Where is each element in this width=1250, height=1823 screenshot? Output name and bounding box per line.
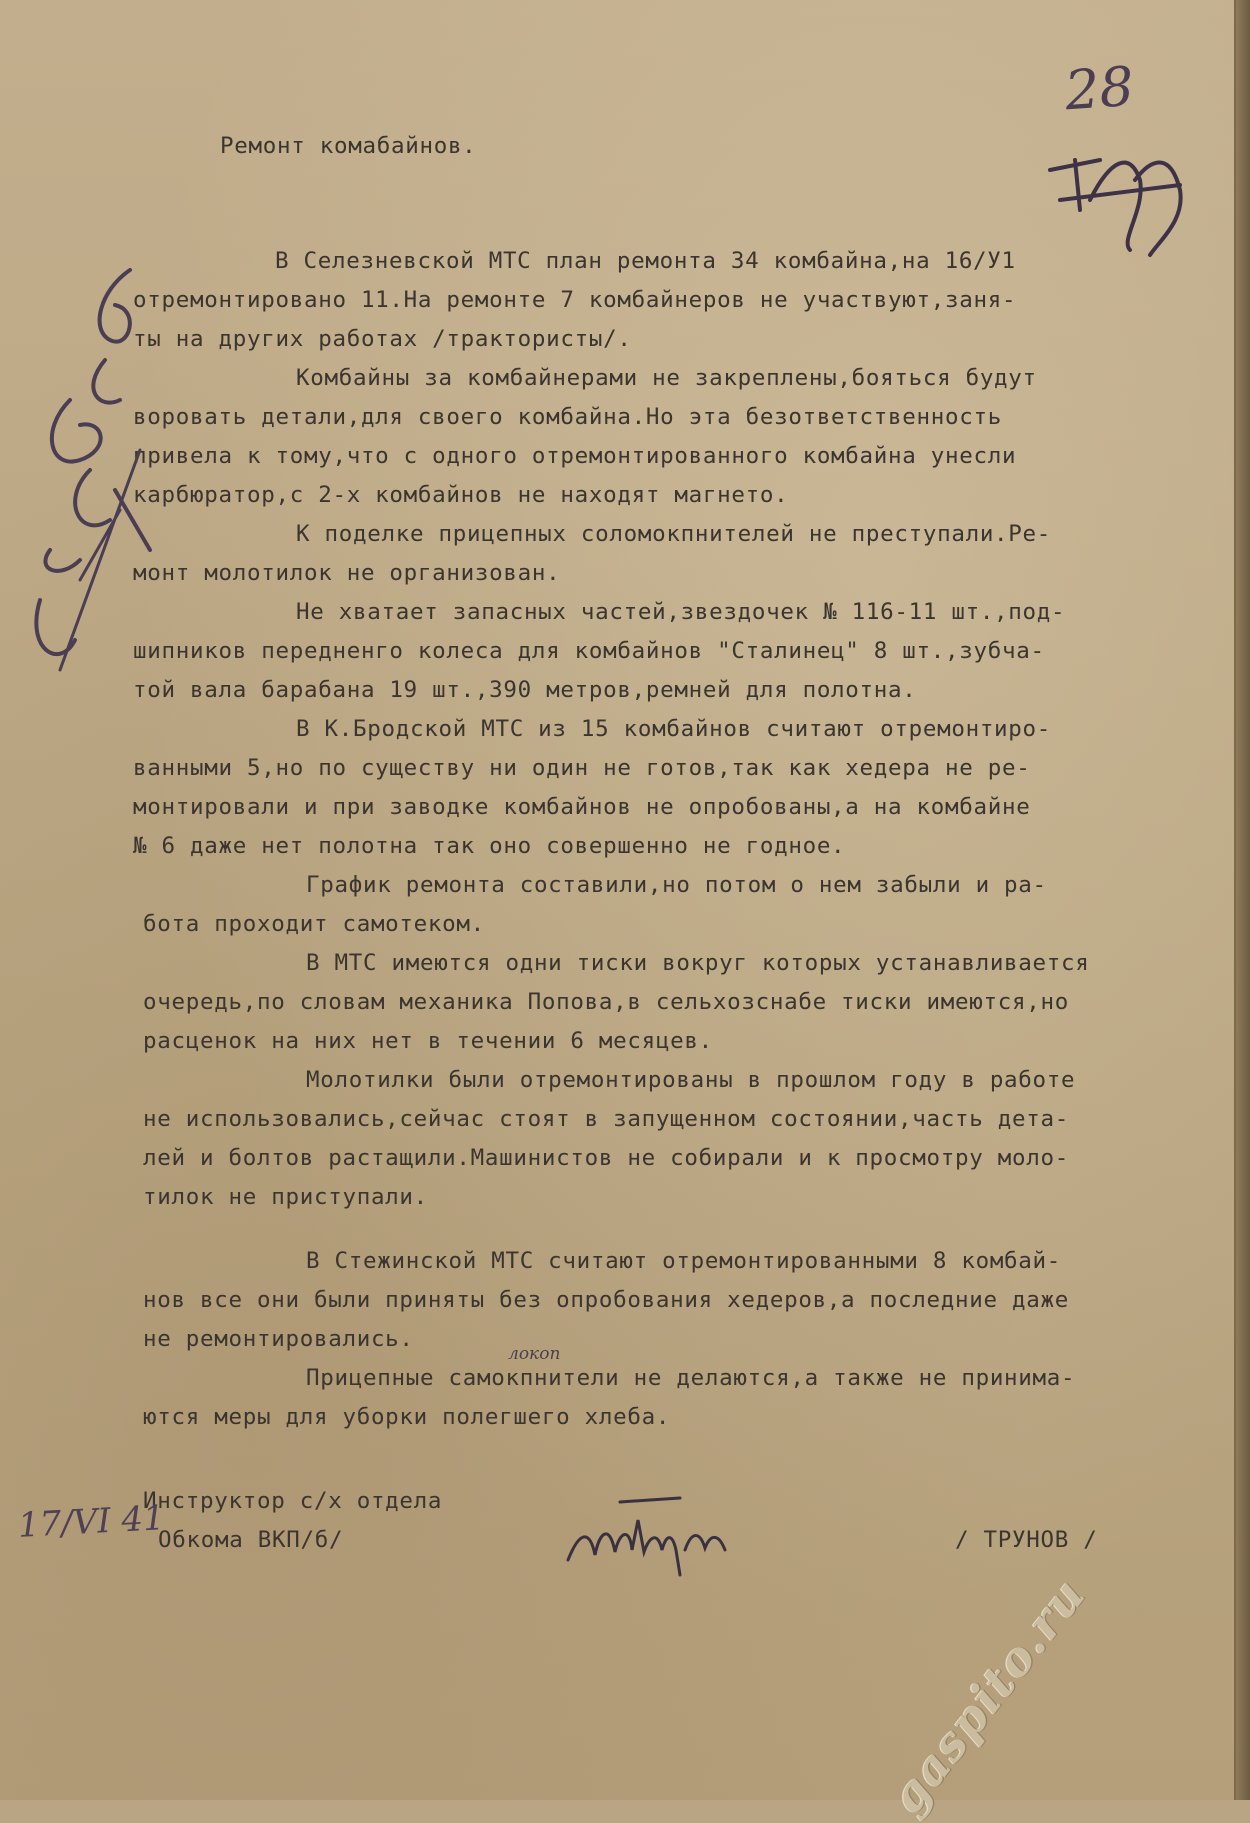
text-line-6: привела к тому,что с одного отремонтированного комбайна унесли [133,443,1017,469]
text-line-5: воровать детали,для своего комбайна.Но эта безответственность [133,404,1003,430]
text-line-7: карбюратор,с 2-х комбайнов не находят магнето. [133,482,789,508]
text-line-11: шипников передненго колеса для комбайнов "Сталинец" 8 шт.,зубча- [133,638,1045,664]
text-line-1: В Селезневской МТС план ремонта 34 комбайна,на 16/У1 [275,248,1016,274]
text-line-12: той вала барабана 19 шт.,390 метров,ремней для полотна. [133,677,917,703]
margin-handwriting [20,250,160,580]
text-line-16: № 6 даже нет полотна так оно совершенно не годное. [133,833,846,859]
text-line-27: нов все они были приняты без опробования хедеров,а последние даже [143,1287,1069,1313]
text-line-13: В К.Бродской МТС из 15 комбайнов считают отремонтиро- [296,716,1052,742]
signature-name: / ТРУНОВ / [955,1527,1098,1553]
text-line-24: лей и болтов растащили.Машинистов не собирали и к просмотру моло- [143,1145,1069,1171]
signature-position-line2: Обкома ВКП/б/ [158,1527,344,1553]
text-line-18: бота проходит самотеком. [143,911,485,937]
text-line-15: монтировали и при заводке комбайнов не опробованы,а на комбайне [133,794,1031,820]
handwritten-insertion: локоп [508,1344,561,1364]
text-line-14: ванными 5,но по существу ни один не готов,так как хедера не ре- [133,755,1031,781]
text-line-25: тилок не приступали. [143,1184,428,1210]
text-line-21: расценок на них нет в течении 6 месяцев. [143,1028,713,1054]
watermark-stamp: gaspito.ru [880,1567,1097,1823]
text-line-8: К поделке прицепных соломокпнителей не преступали.Ре- [296,521,1052,547]
text-line-29: Прицепные самокпнители не делаются,а также не принима- [306,1365,1076,1391]
handwritten-date: 17/VI 41 [17,1498,166,1546]
text-line-26: В Стежинской МТС считают отремонтированными 8 комбай- [306,1248,1062,1274]
text-line-22: Молотилки были отремонтированы в прошлом году в работе [306,1067,1076,1093]
document-title: Ремонт комабайнов. [220,133,477,159]
page-edge-line [1234,0,1236,1800]
text-line-28: не ремонтировались. [143,1326,414,1352]
page-edge [1236,0,1250,1800]
text-line-19: В МТС имеются одни тиски вокруг которых устанавливается [306,950,1090,976]
text-line-20: очередь,по словам механика Попова,в сельхозснабе тиски имеются,но [143,989,1069,1015]
text-line-3: ты на других работах /трактористы/. [133,326,632,352]
handwritten-signature [560,1490,740,1580]
text-line-23: не использовались,сейчас стоят в запущенном состоянии,часть дета- [143,1106,1069,1132]
archive-mark-scribble [1040,140,1200,260]
page-number: 28 [1062,54,1136,123]
text-line-4: Комбайны за комбайнерами не закреплены,бояться будут [296,365,1037,391]
text-line-30: ются меры для уборки полегшего хлеба. [143,1404,671,1430]
text-line-17: График ремонта составили,но потом о нем забыли и ра- [306,872,1047,898]
text-line-10: Не хватает запасных частей,звездочек № 116-11 шт.,под- [296,599,1066,625]
text-line-2: отремонтировано 11.На ремонте 7 комбайнеров не участвуют,заня- [133,287,1017,313]
text-line-9: монт молотилок не организован. [133,560,561,586]
signature-position-line1: Инструктор с/х отдела [143,1488,443,1514]
